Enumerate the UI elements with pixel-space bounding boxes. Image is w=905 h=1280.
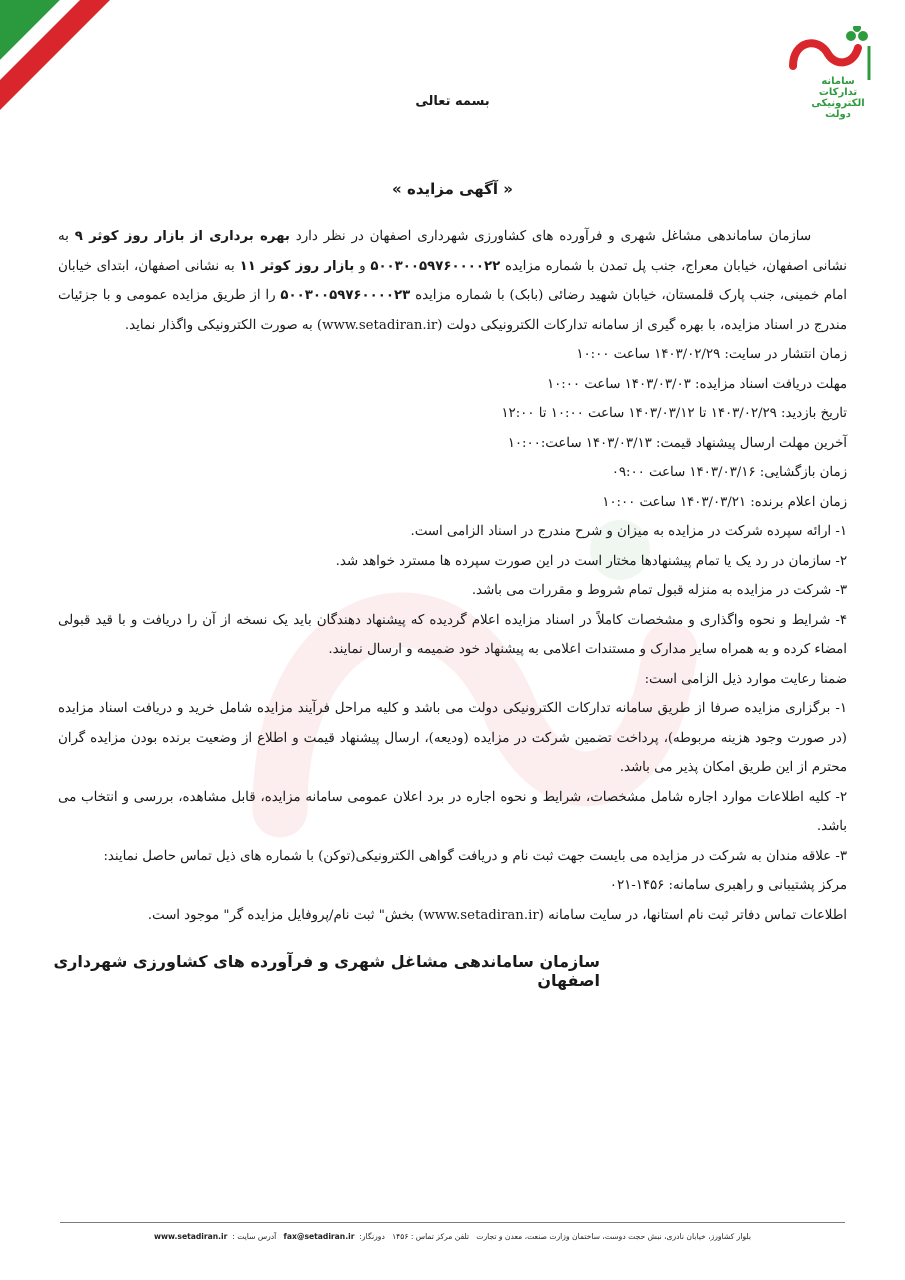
date-documents-deadline: مهلت دریافت اسناد مزایده: ۱۴۰۳/۰۳/۰۳ ساعت ۱۰:۰۰ [546, 376, 847, 392]
note-registration-offices: اطلاعات تماس دفاتر ثبت نام استانها، در سایت سامانه (www.setadiran.ir) بخش" ثبت نام/پروفایل مزایده گر" موجود است. [147, 907, 847, 923]
market-kowsar-11: بازار روز کوثر ۱۱ [239, 258, 355, 274]
intro-text-1: سازمان ساماندهی مشاغل شهری و فرآورده های کشاورزی شهرداری اصفهان در نظر دارد [289, 229, 811, 244]
auction-notice-title: « آگهی مزایده » [392, 180, 513, 198]
footer-phone: تلفن مرکز تماس : ۱۴۵۶ [392, 1232, 470, 1241]
condition-4: ۴- شرایط و نحوه واگذاری و مشخصات کاملاً در اسناد مزایده اعلام گردیده که پیشنهاد دهندگان باید یک نسخه از آن را دریافت و با قید قبولی امضاء کرده و به همراه سایر مدارک و مستندات اعلامی به پیشنهاد خود ضمیمه و ارسال نمایند. [58, 612, 847, 657]
footer-address: بلوار کشاورز، خیابان نادری، نبش حجت دوست، ساختمان وزارت صنعت، معدن و تجارت [476, 1232, 751, 1241]
intro-text-3: و [354, 258, 371, 274]
note-1: ۱- برگزاری مزایده صرفا از طریق سامانه تدارکات الکترونیکی دولت می باشد و کلیه مراحل فرآیند مزایده شامل خرید و دریافت اسناد مزایده (در صورت وجود هزینه مربوطه)، پرداخت تضمین شرکت در مزایده (ودیعه)، ارسال پیشنهاد قیمت و اطلاع از وضعیت برنده بودن مزایده گران محترم از این طریق امکان پذیر می باشد. [58, 701, 847, 775]
note-2: ۲- کلیه اطلاعات موارد اجاره شامل مشخصات، شرایط و نحوه اجاره در برد اعلان عمومی سامانه مزایده، قابل مشاهده، بررسی و انتخاب می باشد. [58, 789, 847, 834]
intro-text-2: به نشانی اصفهان، خیابان معراج، جنب پل تمدن با شماره مزایده [58, 229, 848, 274]
footer-divider [60, 1222, 845, 1223]
date-winner-announcement: زمان اعلام برنده: ۱۴۰۳/۰۳/۲۱ ساعت ۱۰:۰۰ [602, 494, 847, 510]
organization-signature: سازمان ساماندهی مشاغل شهری و فرآورده های کشاورزی شهرداری اصفهان [53, 952, 600, 990]
notice-body [58, 222, 847, 930]
logo-text-line-4: دولت [825, 109, 851, 120]
condition-3: ۳- شرکت در مزایده به منزله قبول تمام شروط و مقررات می باشد. [471, 583, 847, 598]
footer-site-link[interactable]: www.setadiran.ir [153, 1232, 228, 1241]
footer-fax-label: دورنگار: [359, 1232, 385, 1241]
footer-email-link[interactable]: fax@setadiran.ir [283, 1232, 355, 1241]
logo-text-line-3: الکترونیکی [811, 98, 865, 109]
date-opening: زمان بازگشایی: ۱۴۰۳/۰۳/۱۶ ساعت ۰۹:۰۰ [611, 465, 847, 480]
market-kowsar-9: بهره برداری از بازار روز کوثر ۹ [74, 229, 290, 244]
logo-text-line-1: سامانه [821, 76, 855, 87]
footer-site-label: آدرس سایت : [232, 1232, 277, 1241]
notes-heading: ضمنا رعایت موارد ذیل الزامی است: [644, 671, 847, 687]
date-visit: تاریخ بازدید: ۱۴۰۳/۰۲/۲۹ تا ۱۴۰۳/۰۳/۱۲ ساعت ۱۰:۰۰ تا ۱۲:۰۰ [501, 406, 847, 421]
page-footer [40, 1232, 865, 1241]
intro-text-5: را از طریق مزایده عمومی و با جزئیات مندرج در اسناد مزایده، با بهره گیری از سامانه تدارکات الکترونیکی دولت (www.setadiran.ir) به صورت الکترونیکی واگذار نماید. [58, 288, 847, 333]
logo-text-line-2: تدارکات [818, 87, 858, 98]
bismillah-heading: بسمه تعالی [415, 94, 490, 109]
date-publish: زمان انتشار در سایت: ۱۴۰۳/۰۲/۲۹ ساعت ۱۰:۰۰ [576, 347, 847, 362]
auction-number-2: ۵۰۰۳۰۰۵۹۷۶۰۰۰۰۲۳ [280, 288, 411, 303]
condition-2: ۲- سازمان در رد یک یا تمام پیشنهادها مختار است در این صورت سپرده ها مسترد خواهد شد. [335, 553, 847, 569]
intro-text-4: به نشانی اصفهان، ابتدای خیابان امام خمینی، جنب پارک قلمستان، خیابان شهید رضائی (بابک) با شماره مزایده [58, 258, 848, 303]
setad-logo [773, 26, 883, 126]
note-support-center: مرکز پشتیبانی و راهبری سامانه: ۱۴۵۶-۰۲۱ [609, 878, 847, 893]
note-3: ۳- علاقه مندان به شرکت در مزایده می بایست جهت ثبت نام و دریافت گواهی الکترونیکی(توکن) با شماره های ذیل تماس حاصل نمایند: [103, 848, 847, 864]
condition-1: ۱- ارائه سپرده شرکت در مزایده به میزان و شرح مندرج در اسناد الزامی است. [410, 524, 847, 539]
date-bid-deadline: آخرین مهلت ارسال پیشنهاد قیمت: ۱۴۰۳/۰۳/۱۳ ساعت:۱۰:۰۰ [507, 435, 847, 451]
intro-paragraph [58, 222, 847, 340]
auction-number-1: ۵۰۰۳۰۰۵۹۷۶۰۰۰۰۲۲ [370, 258, 501, 274]
